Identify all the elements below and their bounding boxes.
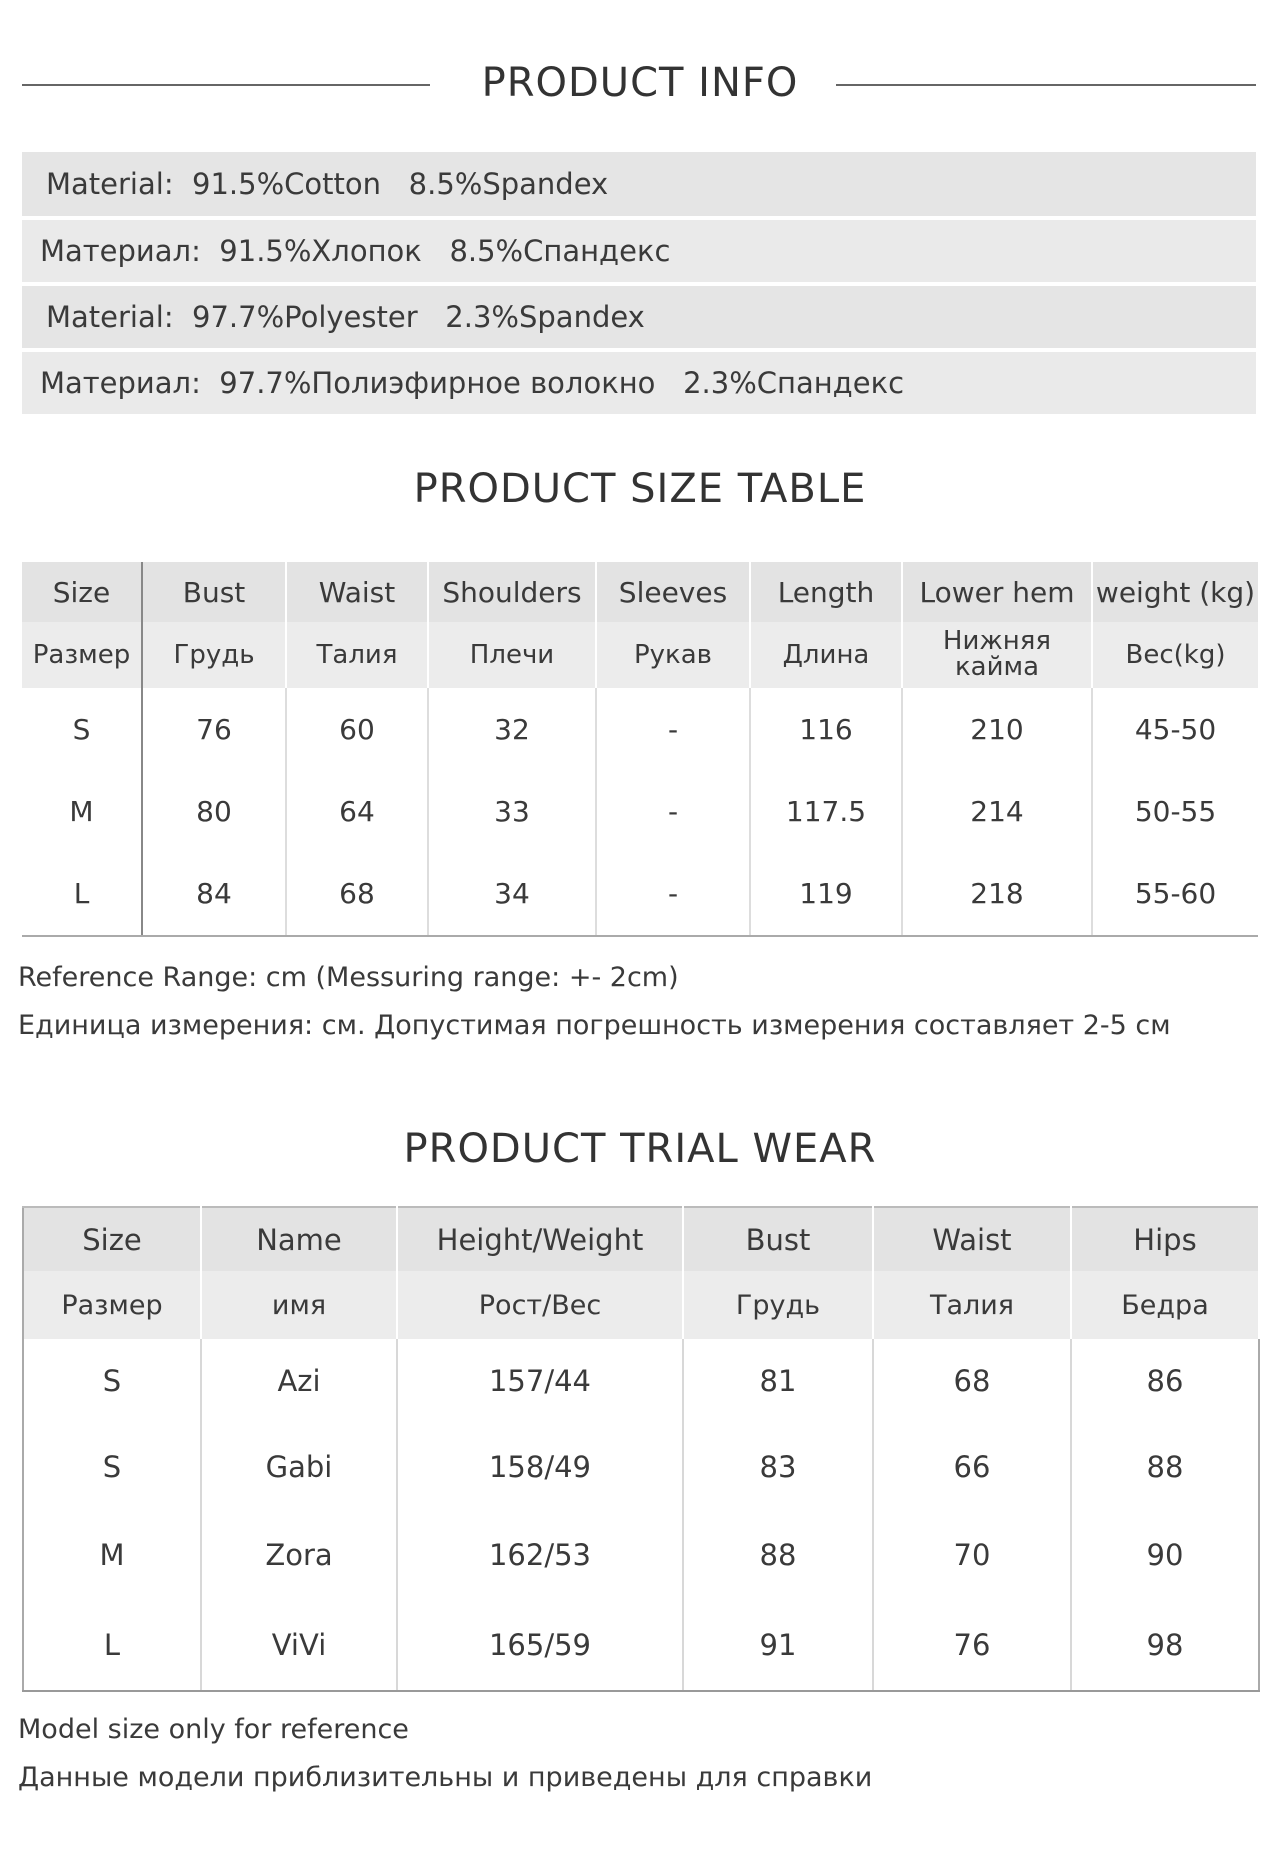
cell-size: S [23,1339,201,1423]
header-lower-hem: Lower hem [902,562,1092,622]
cell-waist: 68 [286,852,428,936]
cell-height-weight: 165/59 [397,1599,683,1691]
cell-waist: 70 [873,1511,1071,1599]
cell-size: M [23,1511,201,1599]
header-size: Size [23,1207,201,1271]
cell-size: L [22,852,142,936]
cell-length: 116 [750,688,902,770]
cell-hips: 98 [1071,1599,1259,1691]
info-row-material-en-1 [22,152,1256,216]
header-bust: Bust [683,1207,873,1271]
cell-size: M [22,770,142,852]
header-waist-ru: Талия [873,1271,1071,1339]
header-length: Length [750,562,902,622]
header-name-ru: имя [201,1271,397,1339]
info-row-text: Материал: 97.7%Полиэфирное волокно 2.3%Спандекс [40,366,905,400]
size-table-header-ru [22,622,1258,688]
header-hips: Hips [1071,1207,1259,1271]
cell-shoulders: 32 [428,688,596,770]
header-height-weight-ru: Рост/Вес [397,1271,683,1339]
table-row [22,770,1258,852]
cell-height-weight: 158/49 [397,1423,683,1511]
info-row-text: Material: 97.7%Polyester 2.3%Spandex [46,300,645,334]
cell-hips: 86 [1071,1339,1259,1423]
header-size-ru: Размер [23,1271,201,1339]
info-row-text: Материал: 91.5%Хлопок 8.5%Спандекс [40,234,671,268]
table-row [22,688,1258,770]
info-row-material-ru-1 [22,220,1256,282]
cell-size: S [23,1423,201,1511]
header-size: Size [22,562,142,622]
trial-table-header-ru [23,1271,1259,1339]
info-row-material-ru-2 [22,352,1256,414]
trial-note-ru: Данные модели приблизительны и приведены для справки [18,1762,873,1793]
cell-bust: 81 [683,1339,873,1423]
cell-name: Gabi [201,1423,397,1511]
cell-weight: 45-50 [1134,712,1217,746]
cell-weight: 55-60 [1092,852,1258,936]
size-note-en: Reference Range: cm (Messuring range: +- 2cm) [18,962,679,993]
cell-sleeves: - [596,688,750,770]
header-name: Name [201,1207,397,1271]
trial-note-en: Model size only for reference [18,1714,409,1745]
cell-waist: 64 [286,770,428,852]
header-lower-hem-ru-text: Нижняя кайма [942,626,1052,682]
cell-sleeves: - [596,852,750,936]
header-lower-hem-ru [902,622,1092,688]
cell-bust: 80 [142,770,286,852]
product-info-title: PRODUCT INFO [481,60,799,106]
cell-height-weight: 157/44 [397,1339,683,1423]
header-sleeves-ru: Рукав [596,622,750,688]
cell-sleeves: - [596,770,750,852]
cell-lower-hem: 210 [902,688,1092,770]
cell-bust: 84 [142,852,286,936]
header-height-weight: Height/Weight [397,1207,683,1271]
cell-length: 117.5 [750,770,902,852]
cell-lower-hem: 218 [902,852,1092,936]
cell-waist: 60 [286,688,428,770]
cell-lower-hem: 214 [902,770,1092,852]
trial-table-header-en [23,1207,1259,1271]
header-shoulders-ru: Плечи [428,622,596,688]
header-waist-ru: Талия [286,622,428,688]
cell-height-weight: 162/53 [397,1511,683,1599]
cell-length: 119 [750,852,902,936]
trial-wear-title: PRODUCT TRIAL WEAR [403,1126,877,1172]
cell-waist: 66 [873,1423,1071,1511]
header-bust-ru: Грудь [142,622,286,688]
cell-shoulders: 33 [428,770,596,852]
table-row [23,1599,1259,1691]
table-row [23,1511,1259,1599]
header-size-ru: Размер [22,622,142,688]
trial-wear-table [22,1206,1260,1692]
header-sleeves: Sleeves [596,562,750,622]
size-table-header-en [22,562,1258,622]
header-waist: Waist [873,1207,1071,1271]
header-shoulders: Shoulders [428,562,596,622]
header-length-ru: Длина [750,622,902,688]
header-bust: Bust [142,562,286,622]
header-hips-ru: Бедра [1071,1271,1259,1339]
size-table [22,562,1258,937]
size-table-title: PRODUCT SIZE TABLE [413,466,867,512]
header-waist: Waist [286,562,428,622]
cell-hips: 88 [1071,1423,1259,1511]
info-row-text: Material: 91.5%Cotton 8.5%Spandex [46,167,609,201]
header-bust-ru: Грудь [683,1271,873,1339]
table-row [23,1423,1259,1511]
cell-bust: 76 [142,688,286,770]
cell-bust: 91 [683,1599,873,1691]
cell-name: Azi [201,1339,397,1423]
cell-waist: 76 [873,1599,1071,1691]
cell-bust: 83 [683,1423,873,1511]
cell-shoulders: 34 [428,852,596,936]
cell-weight: 50-55 [1134,794,1217,828]
cell-bust: 88 [683,1511,873,1599]
table-row [22,852,1258,936]
title-line-right [836,84,1256,86]
header-weight: weight (kg) [1092,562,1258,622]
cell-size: S [22,688,142,770]
header-weight-ru: Вес(kg) [1092,622,1258,688]
table-row [23,1339,1259,1423]
cell-name: Zora [201,1511,397,1599]
cell-name: ViVi [201,1599,397,1691]
size-note-ru: Единица измерения: см. Допустимая погрешность измерения составляет 2-5 см [18,1010,1171,1041]
cell-size: L [23,1599,201,1691]
cell-hips: 90 [1071,1511,1259,1599]
cell-waist: 68 [873,1339,1071,1423]
info-row-material-en-2 [22,286,1256,348]
